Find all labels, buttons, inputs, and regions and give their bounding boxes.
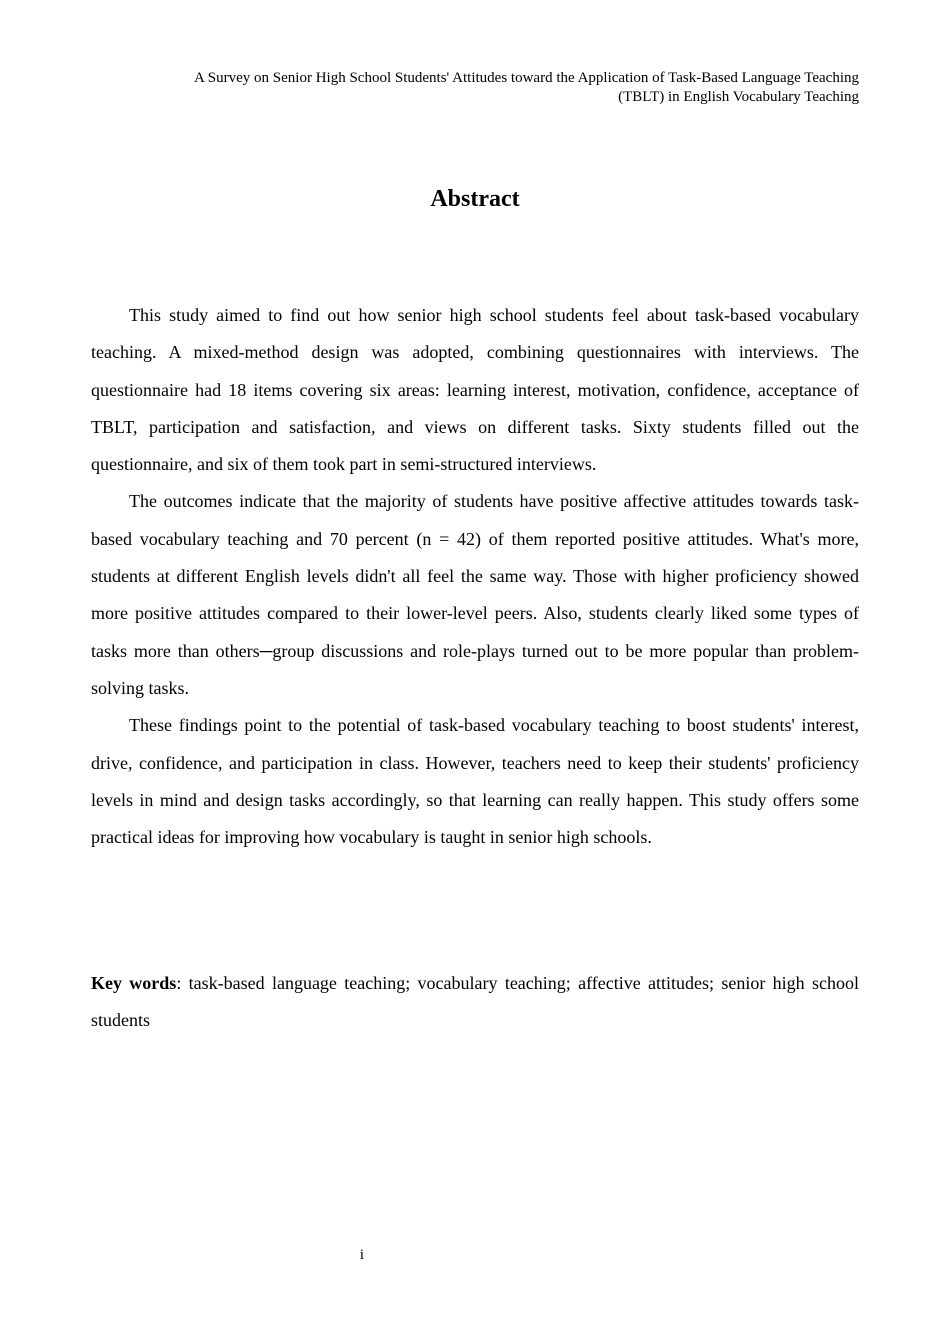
keywords-label: Key words [91, 973, 177, 993]
running-header-line-1: A Survey on Senior High School Students' Attitudes toward the Application of Task-Based Language Teaching [194, 70, 859, 86]
abstract-paragraph-3: These findings point to the potential of task-based vocabulary teaching to boost students' interest, drive, confidence, and participation in class. However, teachers need to keep their students' proficiency levels in mind and design tasks accordingly, so that learning can really happen. This study offers some practical ideas for improving how vocabulary is taught in senior high schools. [91, 715, 859, 848]
running-header-line-2: (TBLT) in English Vocabulary Teaching [618, 89, 859, 105]
keywords-text: task-based language teaching; vocabulary teaching; affective attitudes; senior high school students [91, 973, 859, 1031]
running-header [91, 69, 859, 107]
abstract-body [91, 297, 859, 856]
keywords-separator: : [176, 973, 189, 993]
abstract-paragraph-2: The outcomes indicate that the majority of students have positive affective attitudes towards task-based vocabulary teaching and 70 percent (n = 42) of them reported positive attitudes. What's more, students at different English levels didn't all feel the same way. Those with higher proficiency showed more positive attitudes compared to their lower-level peers. Also, students clearly liked some types of tasks more than others─group discussions and role-plays turned out to be more popular than problem-solving tasks. [91, 491, 859, 698]
page-number: i [359, 1247, 365, 1263]
keywords-section [91, 965, 859, 1040]
page-title: Abstract [430, 186, 520, 212]
abstract-paragraph-1: This study aimed to find out how senior high school students feel about task-based vocabulary teaching. A mixed-method design was adopted, combining questionnaires with interviews. The questionnaire had 18 items covering six areas: learning interest, motivation, confidence, acceptance of TBLT, participation and satisfaction, and views on different tasks. Sixty students filled out the questionnaire, and six of them took part in semi-structured interviews. [91, 305, 859, 475]
